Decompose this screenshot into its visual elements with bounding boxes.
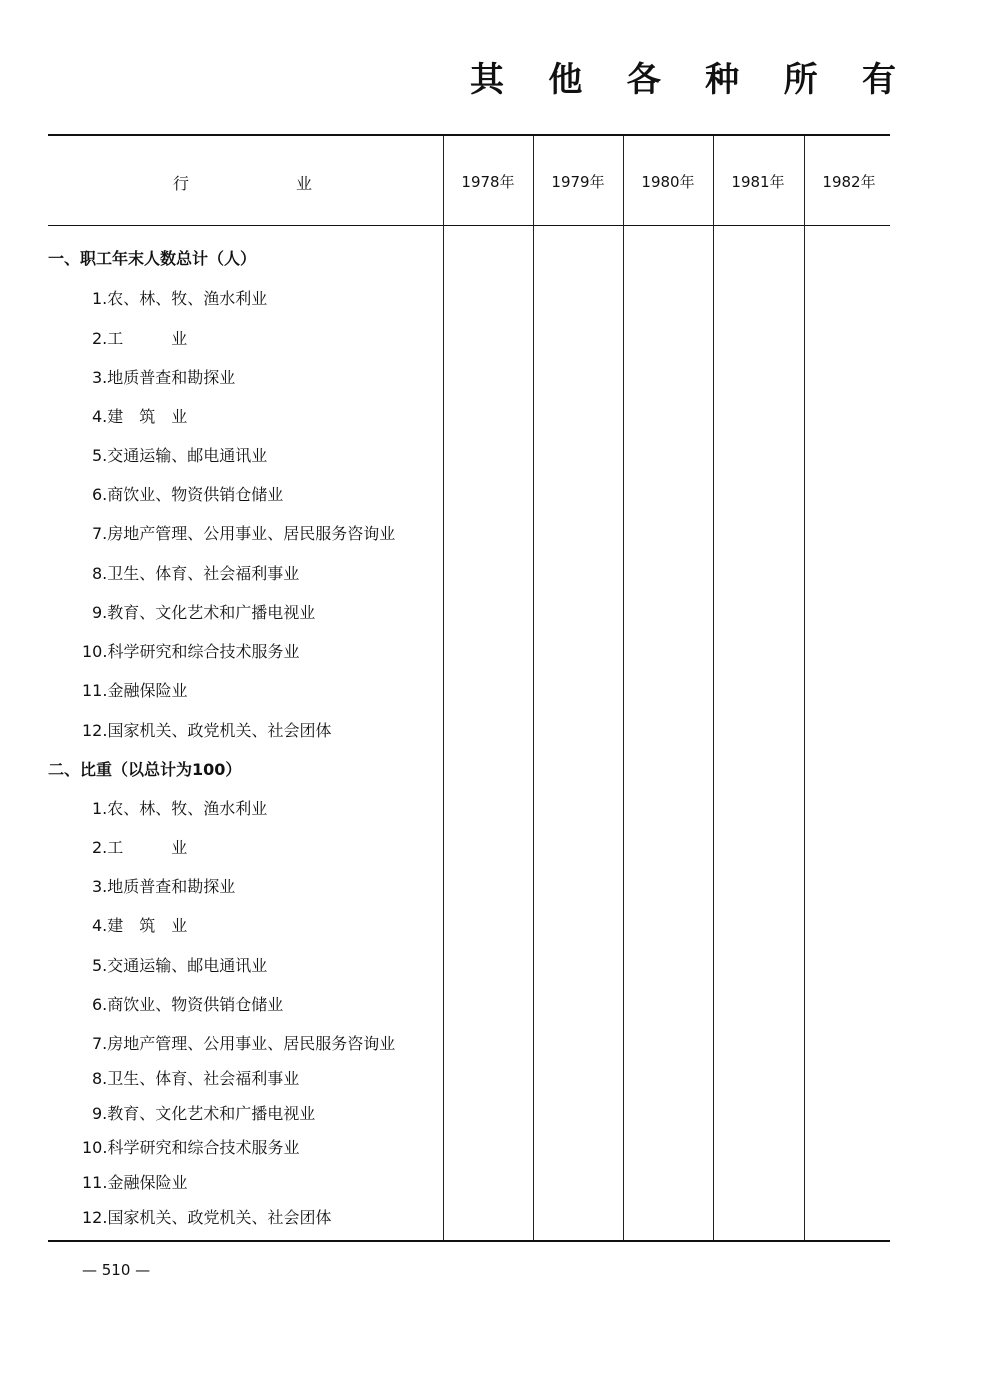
table-bottom-rule: [48, 1240, 890, 1242]
industry-header-left: 行: [173, 174, 190, 193]
table-row: 7.房地产管理、公用事业、居民服务咨询业: [92, 1034, 396, 1053]
title-char: 他: [548, 60, 587, 100]
table-row: 6.商饮业、物资供销仓储业: [92, 995, 284, 1014]
table-row: 3.地质普查和勘探业: [92, 877, 236, 896]
page-title: [470, 52, 900, 101]
table-row: 12.国家机关、政党机关、社会团体: [82, 1208, 332, 1227]
section-heading-proportion: 二、比重（以总计为100）: [48, 760, 242, 779]
header-bottom-rule: [48, 225, 890, 226]
title-char: 所: [783, 60, 822, 100]
table-row: 11.金融保险业: [82, 681, 188, 700]
table-row: 5.交通运输、邮电通讯业: [92, 956, 268, 975]
title-char: 其: [470, 60, 508, 100]
table-row: 6.商饮业、物资供销仓储业: [92, 485, 284, 504]
table-row: 10.科学研究和综合技术服务业: [82, 642, 300, 661]
table-row: 4.建 筑 业: [92, 407, 188, 426]
column-divider: [713, 136, 714, 1240]
table-top-rule: [48, 134, 890, 136]
table-row: 9.教育、文化艺术和广播电视业: [92, 1104, 316, 1123]
title-char: 各: [626, 60, 665, 100]
table-row: 4.建 筑 业: [92, 916, 188, 935]
table-row: 1.农、林、牧、渔水利业: [92, 289, 268, 308]
table-row: 8.卫生、体育、社会福利事业: [92, 564, 300, 583]
table-row: 2.工 业: [92, 329, 188, 348]
column-divider: [623, 136, 624, 1240]
column-divider: [443, 136, 444, 1240]
table-row: 11.金融保险业: [82, 1173, 188, 1192]
table-row: 1.农、林、牧、渔水利业: [92, 799, 268, 818]
column-divider: [804, 136, 805, 1240]
table-row: 3.地质普查和勘探业: [92, 368, 236, 387]
page-number: — 510 —: [82, 1261, 151, 1279]
column-divider: [533, 136, 534, 1240]
year-header-1981: 1981年: [731, 173, 785, 191]
year-header-1980: 1980年: [641, 173, 695, 191]
year-header-1979: 1979年: [551, 173, 605, 191]
table-row: 2.工 业: [92, 838, 188, 857]
table-row: 9.教育、文化艺术和广播电视业: [92, 603, 316, 622]
year-header-1978: 1978年: [461, 173, 515, 191]
year-header-1982: 1982年: [822, 173, 876, 191]
section-heading-employees: 一、职工年末人数总计（人）: [48, 249, 257, 268]
title-char: 有: [861, 60, 900, 100]
table-row: 5.交通运输、邮电通讯业: [92, 446, 268, 465]
table-row: 12.国家机关、政党机关、社会团体: [82, 721, 332, 740]
table-row: 8.卫生、体育、社会福利事业: [92, 1069, 300, 1088]
title-char: 种: [705, 60, 744, 100]
industry-header-right: 业: [296, 174, 313, 193]
table-row: 7.房地产管理、公用事业、居民服务咨询业: [92, 524, 396, 543]
table-row: 10.科学研究和综合技术服务业: [82, 1138, 300, 1157]
